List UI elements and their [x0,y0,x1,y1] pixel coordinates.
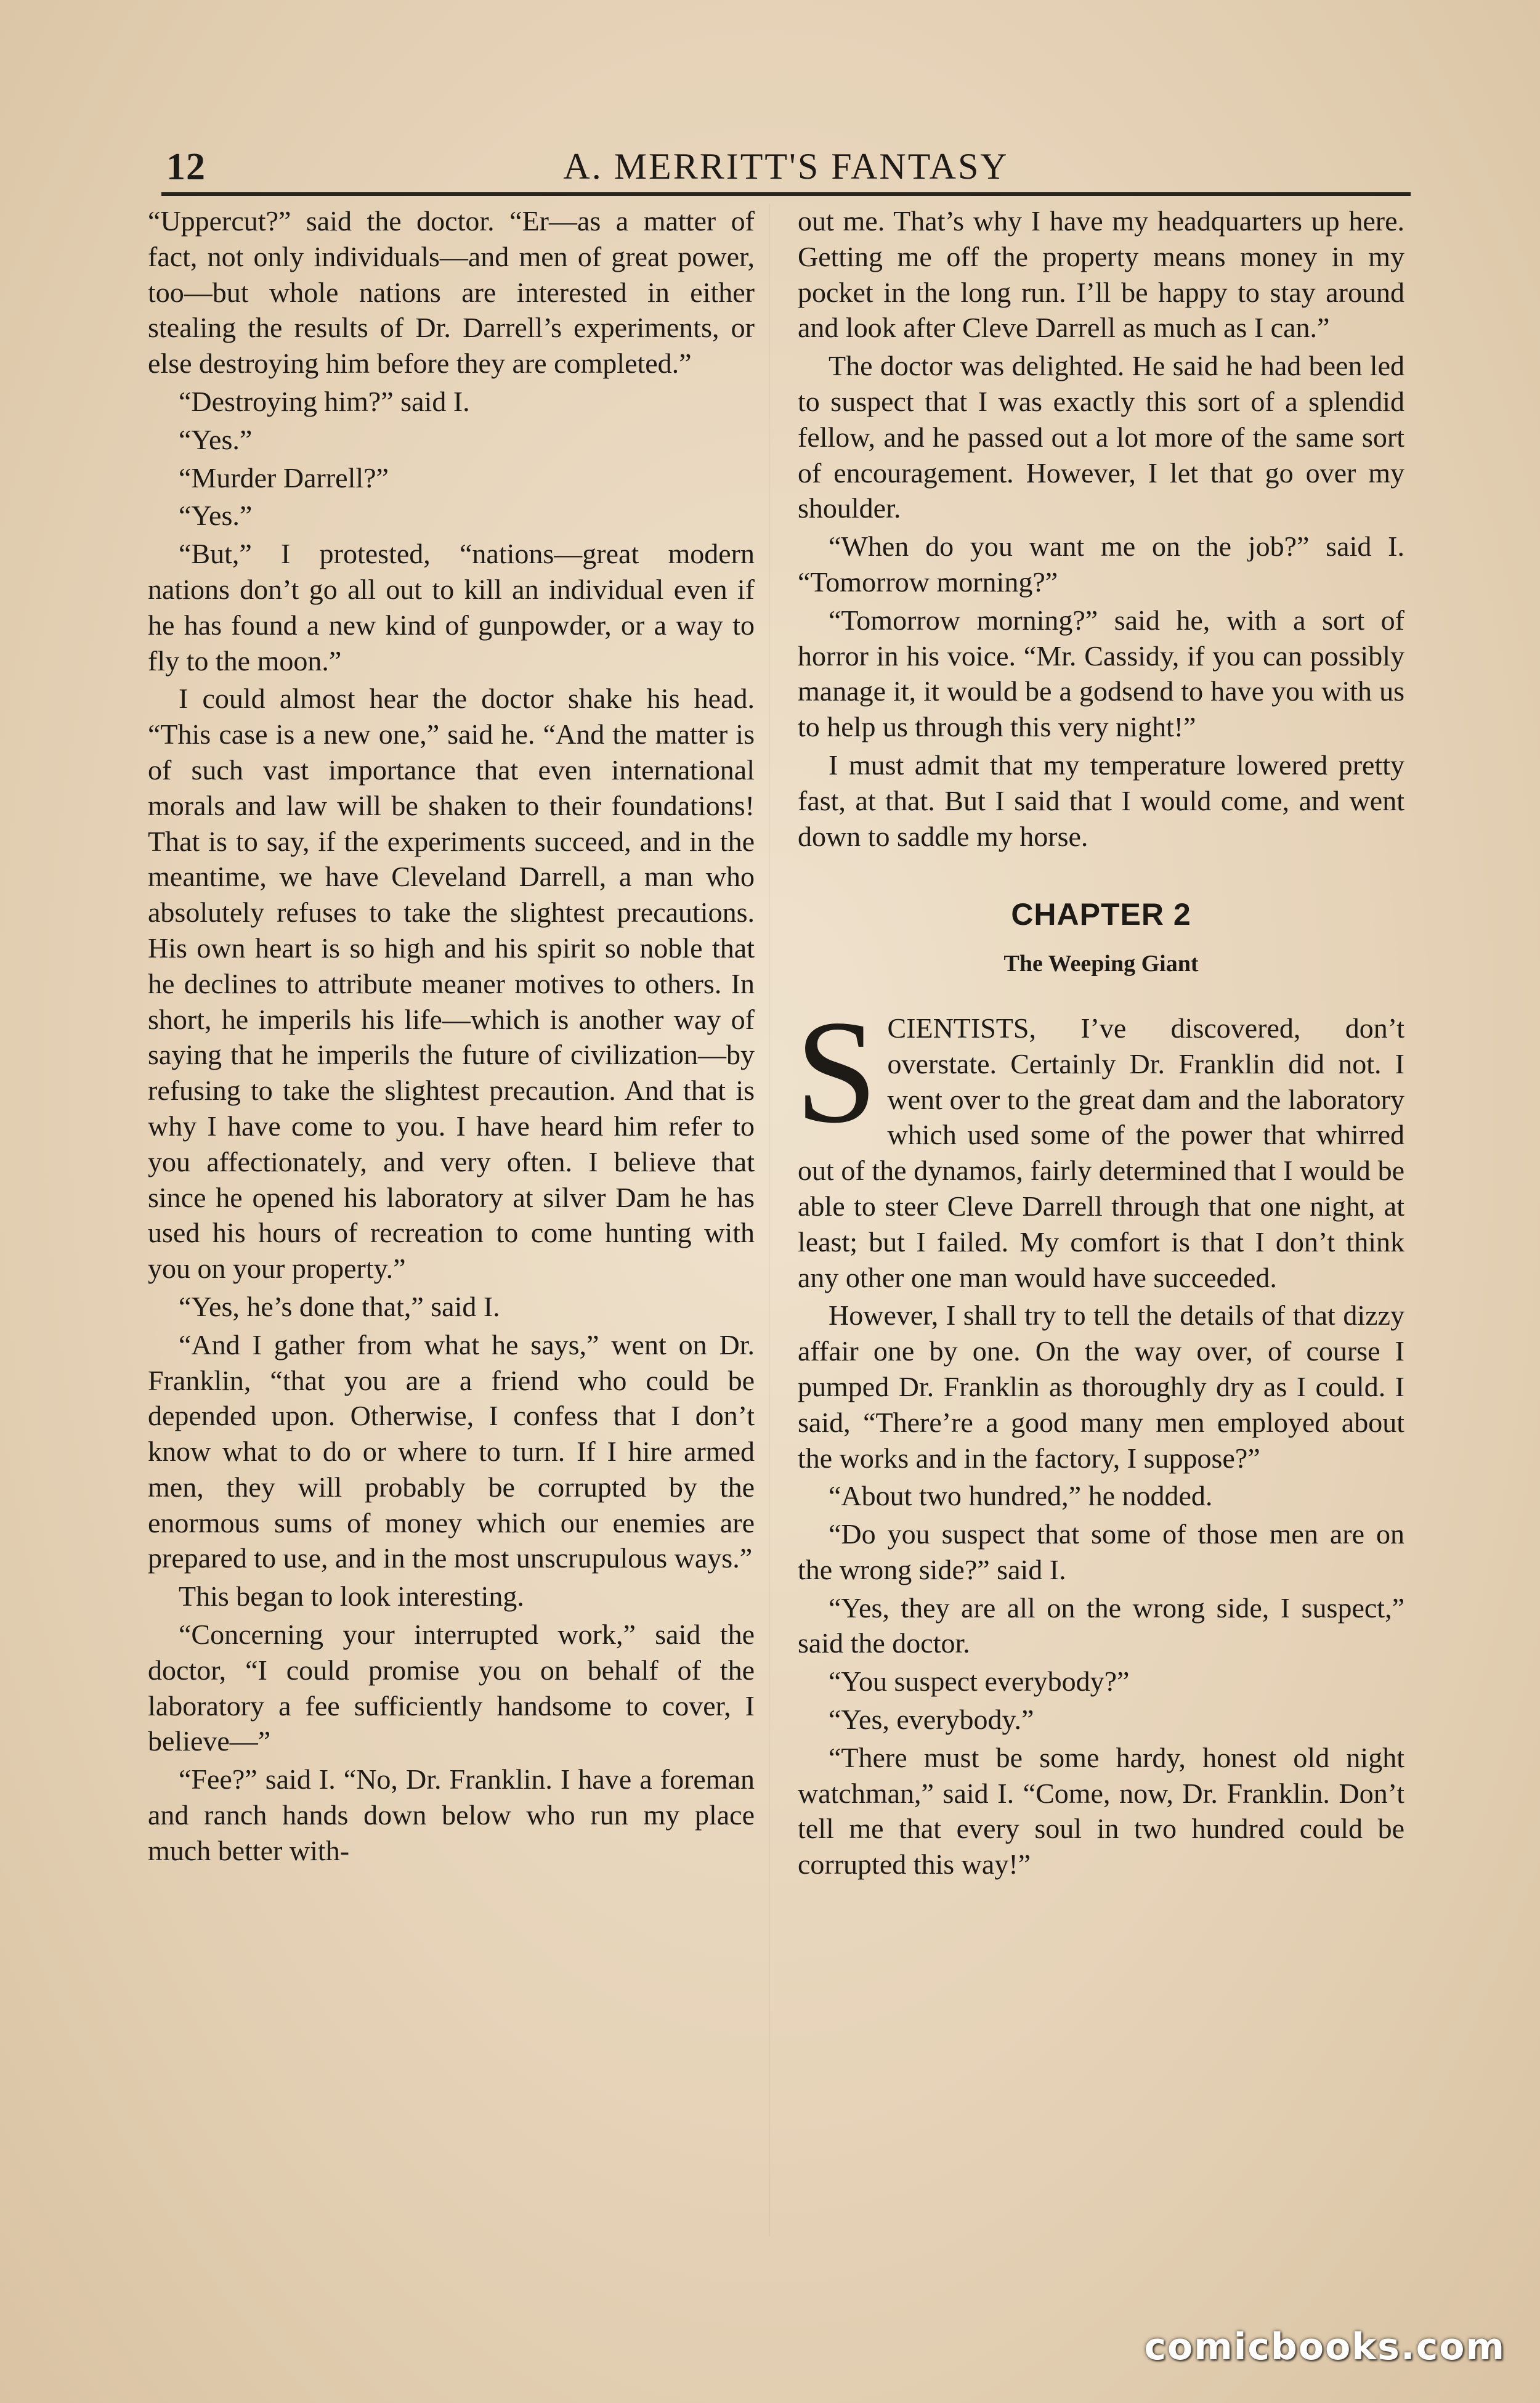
paragraph: “Do you suspect that some of those men are on the wrong side?” said I. [798,1518,1404,1585]
chapter-subtitle: The Weeping Giant [1003,951,1199,977]
paragraph: However, I shall try to tell the details of that dizzy affair one by one. On the way over, of course I pumped Dr. Franklin as thoroughly dry as I could. I said, “There’re a good many men employed about the works and in the factory, I suppose?” [798,1299,1404,1474]
paragraph: “There must be some hardy, honest old night watchman,” said I. “Come, now, Dr. Franklin. Don’t tell me that every soul in two hundred could be corrupted this way!” [798,1741,1404,1881]
page-number: 12 [166,146,206,188]
watermark: comicbooks.com [1144,2325,1506,2368]
running-head: A. MERRITT'S FANTASY [563,146,1009,187]
left-column [148,203,755,1871]
paragraph: “Destroying him?” said I. [179,385,470,417]
chapter-opening-paragraph [795,989,1404,1295]
paragraph: This began to look interesting. [179,1580,524,1612]
paragraph: out me. That’s why I have my headquarters up here. Getting me off the property means money in my pocket in the long run. I’ll be happy to stay around and look after Cleve Darrell as much as I can.” [798,205,1404,344]
opening-text: CIENTISTS, I’ve discovered, don’t overstate. Certainly Dr. Franklin did not. I went over to the great dam and the laboratory which used some of the power that whirred out of the dynamos, fairly determined that I would be able to steer Cleve Darrell through that one night, at least; but I failed. My comfort is that I don’t think any other one man would have succeeded. [798,1012,1404,1293]
paragraph: “Tomorrow morning?” said he, with a sort of horror in his voice. “Mr. Cassidy, if you can possibly manage it, it would be a godsend to have you with us to help us through this very night!” [798,604,1404,743]
paragraph: “And I gather from what he says,” went on Dr. Franklin, “that you are a friend who could be depended upon. Otherwise, I confess that I don’t know what to do or where to turn. If I hire armed men, they will probably be corrupted by the enormous sums of money which our enemies are prepared to use, and in the most unscrupulous ways.” [148,1328,755,1574]
right-column [795,203,1404,1885]
paragraph: “Yes, he’s done that,” said I. [179,1290,500,1322]
paragraph: “About two hundred,” he nodded. [829,1480,1213,1512]
paragraph: “You suspect everybody?” [829,1665,1130,1698]
chapter-title: CHAPTER 2 [1011,897,1191,932]
paragraph: The doctor was delighted. He said he had been led to suspect that I was exactly this sort of a splendid fellow, and he passed out a lot more of the same sort of encouragement. However, I let that go over my shoulder. [798,350,1404,524]
paragraph: I must admit that my temperature lowered pretty fast, at that. But I said that I would come, and went down to saddle my horse. [798,749,1404,852]
drop-cap: S [795,989,878,1153]
paragraph: “Concerning your interrupted work,” said the doctor, “I could promise you on behalf of the laboratory a fee sufficiently handsome to cover, I believe—” [148,1619,755,1757]
page-header [161,143,1411,196]
paragraph: “Fee?” said I. “No, Dr. Franklin. I have a foreman and ranch hands down below who run my place much better with- [148,1763,755,1866]
paragraph: “When do you want me on the job?” said I. “Tomorrow morning?” [798,531,1404,598]
paragraph: I could almost hear the doctor shake his head. “This case is a new one,” said he. “And the matter is of such vast importance that even international morals and law will be shaken to their foundations! That is to say, if the experiments succeed, and in the meantime, we have Cleveland Darrell, a man who absolutely refuses to take the slightest precautions. His own heart is so high and his spirit so noble that he declines to attribute meaner motives to others. In short, he imperils his life—which is another way of saying that he imperils the future of civilization—by refusing to take the slightest precaution. And that is why I have come to you. I have heard him refer to you affectionately, and very often. I believe that since he opened his laboratory at silver Dam he has used his hours of recreation to come hunting with you on your property.” [148,683,755,1285]
paragraph: “Yes.” [179,500,253,532]
paragraph: “Yes.” [179,423,253,455]
paragraph: “Uppercut?” said the doctor. “Er—as a matter of fact, not only individuals—and men of great power, too—but whole nations are interested in either stealing the results of Dr. Darrell’s experiments, or else destroying him before they are completed.” [148,205,755,380]
paragraph: “But,” I protested, “nations—great modern nations don’t go all out to kill an individual even if he has found a new kind of gunpowder, or a way to fly to the moon.” [148,538,755,677]
paragraph: “Murder Darrell?” [179,461,389,494]
page-fold-shadow [769,203,770,2237]
paragraph: “Yes, they are all on the wrong side, I suspect,” said the doctor. [798,1592,1404,1659]
paragraph: “Yes, everybody.” [829,1704,1034,1736]
